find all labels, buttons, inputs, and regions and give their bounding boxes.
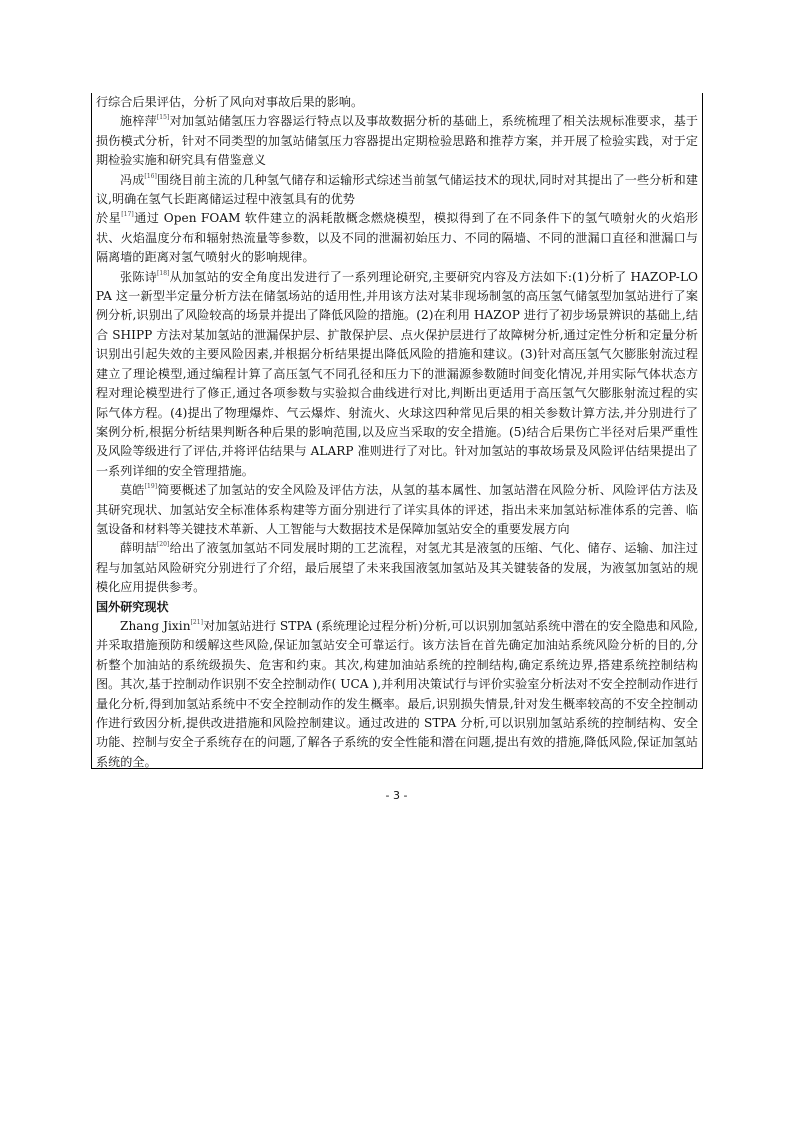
page-number: - 3 -: [385, 789, 408, 802]
paragraph-1: 施梓萍[15]对加氢站储氢压力容器运行特点以及事故数据分析的基础上，系统梳理了相关法规标准要求，基于损伤模式分析，针对不同类型的加氢站储氢压力容器提出定期检验思路和推荐方案，并开展了检验实践，对于定期检验实施和研究具有借鉴意义: [96, 114, 699, 168]
paragraph-0: 行综合后果评估，分析了风向对事故后果的影响。: [96, 95, 364, 109]
author-name: 张陈诗: [120, 269, 157, 284]
page-body-frame: [91, 93, 703, 769]
citation-ref: [16]: [144, 172, 157, 180]
author-name: 莫皓: [120, 483, 145, 498]
author-name: 於星: [96, 211, 122, 226]
citation-ref: [18]: [156, 269, 170, 277]
author-name: Zhang Jixin: [120, 618, 191, 633]
citation-ref: [15]: [156, 114, 170, 122]
paragraph-4: 张陈诗[18]从加氢站的安全角度出发进行了一系列理论研究,主要研究内容及方法如下:(1)分析了 HAZOP-LOPA 这一新型半定量分析方法在储氢场站的适用性,并用该方法对某非现场制氢的高压氢气储氢型加氢站进行了案例分析,识别出了风险较高的场景并提出了降低风险的措施。(2)在利用 HAZOP 进行了初步场景辨识的基础上,结合 SHIPP 方法对某加氢站的泄漏保护层、扩散保护层、点火保护层进行了故障树分析,通过定性分析和定量分析识别出引起失效的主要风险因素,并根据分析结果提出降低风险的措施和建议。(3)针对高压氢气欠膨胀射流过程建立了理论模型,通过编程计算了高压氢气不同孔径和压力下的泄漏源参数随时间变化情况,并用实际气体状态方程对理论模型进行了修正,通过各项参数与实验拟合曲线进行对比,判断出更适用于高压氢气欠膨胀射流过程的实际气体方程。(4)提出了物理爆炸、气云爆炸、射流火、火球这四种常见后果的相关参数计算方法,并分别进行了案例分析,根据分析结果判断各种后果的影响范围,以及应当采取的安全措施。(5)结合后果伤亡半径对后果严重性及风险等级进行了评估,并将评估结果与 ALARP 准则进行了对比。针对加氢站的事故场景及风险评估结果提出了一系列详细的安全管理措施。: [96, 269, 698, 478]
paragraph-5: 莫皓[19]简要概述了加氢站的安全风险及评估方法，从氢的基本属性、加氢站潜在风险分析、风险评估方法及其研究现状、加氢站安全标准体系构建等方面分别进行了详实具体的评述，指出未来加氢站标准体系的完善、临氢设备和材料等关键技术革新、人工智能与大数据技术是保障加氢站安全的重要发展方向: [96, 483, 698, 536]
paragraph-7: Zhang Jixin[21]对加氢站进行 STPA (系统理论过程分析)分析,可以识别加氢站系统中潜在的安全隐患和风险,并采取措施预防和缓解这些风险,保证加氢站安全可靠运行。该方法旨在首先确定加油站系统风险分析的目的,分析整个加油站的系统级损失、危害和约束。其次,构建加油站系统的控制结构,确定系统边界,搭建系统控制结构图。其次,基于控制动作识别不安全控制动作( UCA ),并利用决策试行与评价实验室分析法对不安全控制动作进行量化分析,得到加氢站系统中不安全控制动作的发生概率。最后,识别损失情景,针对发生概率较高的不安全控制动作进行致因分析,提供改进措施和风险控制建议。通过改进的 STPA 分析,可以识别加氢站系统的控制结构、安全功能、控制与安全子系统存在的问题,了解各子系统的安全性能和潜在问题,提出有效的措施,降低风险,保证加氢站系统的全。: [96, 618, 698, 769]
paragraph-2: 冯成[16]围绕目前主流的几种氢气储存和运输形式综述当前氢气储运技术的现状,同时对其提出了一些分析和建议,明确在氢气长距离储运过程中液氢具有的优势: [96, 172, 698, 207]
citation-ref: [17]: [121, 211, 134, 219]
section-heading-foreign-research: 国外研究现状: [96, 599, 169, 614]
author-name: 冯成: [120, 172, 145, 187]
author-name: 薛明喆: [120, 541, 157, 556]
citation-ref: [19]: [144, 483, 158, 491]
paragraph-6: 薛明喆[20]给出了液氢加氢站不同发展时期的工艺流程，对氢尤其是液氢的压缩、气化、储存、运输、加注过程与加氢站风险研究分别进行了介绍，最后展望了未来我国液氢加氢站及其关键装备的发展，为液氢加氢站的规模化应用提供参考。: [96, 541, 699, 595]
citation-ref: [21]: [190, 618, 204, 626]
citation-ref: [20]: [156, 541, 170, 549]
author-name: 施梓萍: [120, 114, 157, 129]
paragraph-3: 於星[17]通过 Open FOAM 软件建立的涡耗散概念燃烧模型，模拟得到了在不同条件下的氢气喷射火的火焰形状、火焰温度分布和辐射热流量等参数，以及不同的泄漏初始压力、不同的隔墙、不同的泄漏口直径和泄漏口与隔离墙的距离对氢气喷射火的影响规律。: [96, 211, 698, 265]
